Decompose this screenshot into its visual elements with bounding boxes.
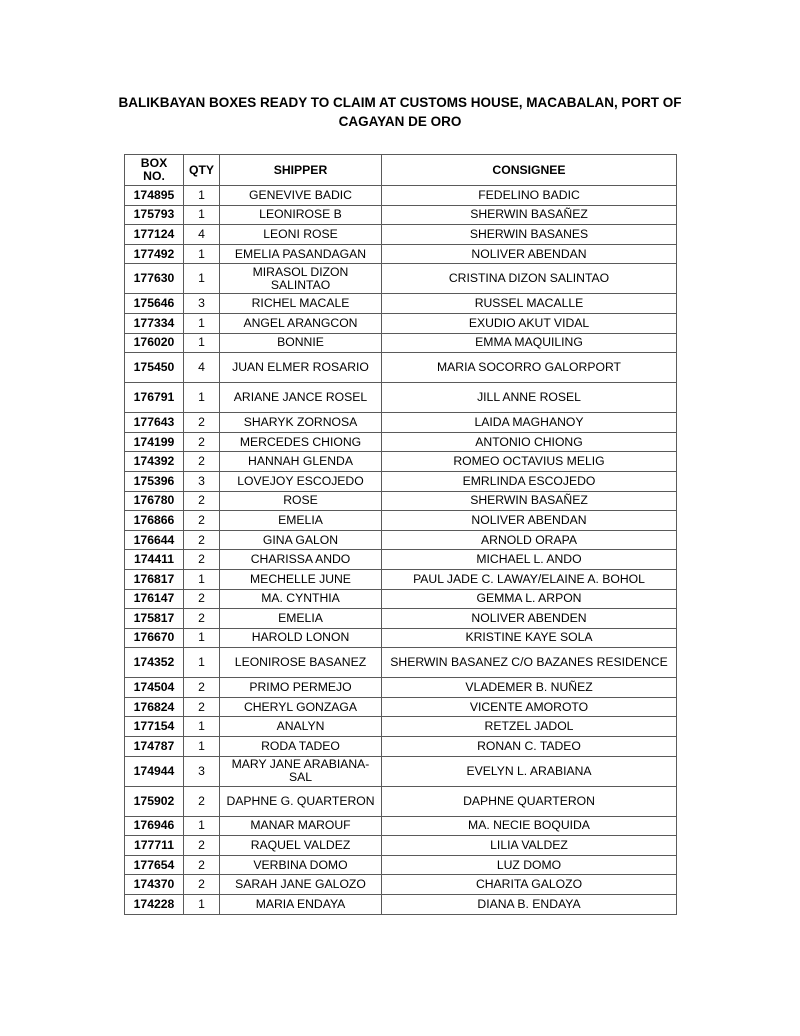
shipper-cell: MIRASOL DIZON SALINTAO xyxy=(220,264,382,294)
consignee-cell: MA. NECIE BOQUIDA xyxy=(382,816,677,836)
box-no-cell: 177492 xyxy=(125,244,184,264)
shipper-cell: SHARYK ZORNOSA xyxy=(220,413,382,433)
shipper-cell: MA. CYNTHIA xyxy=(220,589,382,609)
shipper-cell: PRIMO PERMEJO xyxy=(220,678,382,698)
table-row xyxy=(125,697,677,717)
qty-cell: 1 xyxy=(184,264,220,294)
table-row xyxy=(125,569,677,589)
box-no-cell: 174199 xyxy=(125,432,184,452)
table-row xyxy=(125,756,677,786)
consignee-cell: DAPHNE QUARTERON xyxy=(382,786,677,816)
shipper-cell: LEONIROSE B xyxy=(220,205,382,225)
qty-cell: 1 xyxy=(184,244,220,264)
qty-cell: 1 xyxy=(184,205,220,225)
qty-cell: 2 xyxy=(184,491,220,511)
shipper-cell: RODA TADEO xyxy=(220,737,382,757)
shipper-cell: CHARISSA ANDO xyxy=(220,550,382,570)
consignee-cell: FEDELINO BADIC xyxy=(382,186,677,206)
qty-cell: 2 xyxy=(184,875,220,895)
consignee-cell: SHERWIN BASAÑEZ xyxy=(382,205,677,225)
consignee-cell: RETZEL JADOL xyxy=(382,717,677,737)
qty-cell: 3 xyxy=(184,294,220,314)
consignee-cell: EVELYN L. ARABIANA xyxy=(382,756,677,786)
consignee-cell: SHERWIN BASANES xyxy=(382,225,677,245)
consignee-cell: LAIDA MAGHANOY xyxy=(382,413,677,433)
consignee-cell: LILIA VALDEZ xyxy=(382,836,677,856)
table-row xyxy=(125,836,677,856)
qty-cell: 1 xyxy=(184,648,220,678)
box-no-cell: 177654 xyxy=(125,855,184,875)
shipper-cell: EMELIA xyxy=(220,609,382,629)
qty-cell: 2 xyxy=(184,530,220,550)
shipper-cell: JUAN ELMER ROSARIO xyxy=(220,353,382,383)
qty-cell: 2 xyxy=(184,432,220,452)
box-no-cell: 176644 xyxy=(125,530,184,550)
qty-cell: 1 xyxy=(184,333,220,353)
box-no-cell: 175450 xyxy=(125,353,184,383)
consignee-cell: PAUL JADE C. LAWAY/ELAINE A. BOHOL xyxy=(382,569,677,589)
box-no-cell: 174504 xyxy=(125,678,184,698)
table-row xyxy=(125,786,677,816)
box-no-cell: 174944 xyxy=(125,756,184,786)
table-row xyxy=(125,511,677,531)
box-no-cell: 174787 xyxy=(125,737,184,757)
qty-cell: 2 xyxy=(184,836,220,856)
table-row xyxy=(125,413,677,433)
qty-cell: 1 xyxy=(184,313,220,333)
shipper-cell: ARIANE JANCE ROSEL xyxy=(220,383,382,413)
box-no-cell: 175902 xyxy=(125,786,184,816)
box-no-cell: 177334 xyxy=(125,313,184,333)
consignee-cell: DIANA B. ENDAYA xyxy=(382,895,677,915)
header-row xyxy=(125,155,677,186)
shipper-cell: HAROLD LONON xyxy=(220,628,382,648)
table-row xyxy=(125,225,677,245)
qty-cell: 2 xyxy=(184,589,220,609)
table-row xyxy=(125,264,677,294)
shipper-cell: CHERYL GONZAGA xyxy=(220,697,382,717)
qty-cell: 1 xyxy=(184,186,220,206)
table-row xyxy=(125,452,677,472)
consignee-cell: NOLIVER ABENDEN xyxy=(382,609,677,629)
table-row xyxy=(125,432,677,452)
qty-cell: 2 xyxy=(184,609,220,629)
box-no-cell: 176824 xyxy=(125,697,184,717)
table-row xyxy=(125,589,677,609)
consignee-cell: ROMEO OCTAVIUS MELIG xyxy=(382,452,677,472)
shipper-cell: BONNIE xyxy=(220,333,382,353)
qty-cell: 2 xyxy=(184,697,220,717)
shipper-cell: RAQUEL VALDEZ xyxy=(220,836,382,856)
shipper-cell: ANGEL ARANGCON xyxy=(220,313,382,333)
qty-cell: 1 xyxy=(184,383,220,413)
header-qty: QTY xyxy=(184,155,220,186)
box-no-cell: 174370 xyxy=(125,875,184,895)
table-row xyxy=(125,491,677,511)
table-row xyxy=(125,628,677,648)
consignee-cell: RONAN C. TADEO xyxy=(382,737,677,757)
box-no-cell: 174352 xyxy=(125,648,184,678)
box-no-cell: 174895 xyxy=(125,186,184,206)
table-row xyxy=(125,294,677,314)
qty-cell: 1 xyxy=(184,895,220,915)
shipper-cell: VERBINA DOMO xyxy=(220,855,382,875)
shipper-cell: GINA GALON xyxy=(220,530,382,550)
box-no-cell: 177711 xyxy=(125,836,184,856)
shipper-cell: MANAR MAROUF xyxy=(220,816,382,836)
consignee-cell: CRISTINA DIZON SALINTAO xyxy=(382,264,677,294)
shipper-cell: EMELIA PASANDAGAN xyxy=(220,244,382,264)
qty-cell: 2 xyxy=(184,855,220,875)
table-row xyxy=(125,205,677,225)
box-no-cell: 176817 xyxy=(125,569,184,589)
box-no-cell: 177154 xyxy=(125,717,184,737)
consignee-cell: VLADEMER B. NUÑEZ xyxy=(382,678,677,698)
box-no-cell: 176147 xyxy=(125,589,184,609)
consignee-cell: ARNOLD ORAPA xyxy=(382,530,677,550)
box-no-cell: 176946 xyxy=(125,816,184,836)
qty-cell: 3 xyxy=(184,471,220,491)
box-no-cell: 177124 xyxy=(125,225,184,245)
table-row xyxy=(125,895,677,915)
consignee-cell: SHERWIN BASANEZ C/O BAZANES RESIDENCE xyxy=(382,648,677,678)
qty-cell: 4 xyxy=(184,225,220,245)
table-row xyxy=(125,353,677,383)
shipper-cell: HANNAH GLENDA xyxy=(220,452,382,472)
consignee-cell: MARIA SOCORRO GALORPORT xyxy=(382,353,677,383)
table-row xyxy=(125,383,677,413)
shipper-cell: MERCEDES CHIONG xyxy=(220,432,382,452)
box-no-cell: 176866 xyxy=(125,511,184,531)
qty-cell: 3 xyxy=(184,756,220,786)
qty-cell: 1 xyxy=(184,628,220,648)
qty-cell: 2 xyxy=(184,511,220,531)
box-no-cell: 175396 xyxy=(125,471,184,491)
box-no-cell: 177643 xyxy=(125,413,184,433)
shipper-cell: ANALYN xyxy=(220,717,382,737)
shipper-cell: GENEVIVE BADIC xyxy=(220,186,382,206)
shipper-cell: MECHELLE JUNE xyxy=(220,569,382,589)
consignee-cell: MICHAEL L. ANDO xyxy=(382,550,677,570)
consignee-cell: GEMMA L. ARPON xyxy=(382,589,677,609)
qty-cell: 2 xyxy=(184,413,220,433)
table-row xyxy=(125,609,677,629)
consignee-cell: VICENTE AMOROTO xyxy=(382,697,677,717)
shipper-cell: MARIA ENDAYA xyxy=(220,895,382,915)
consignee-cell: ANTONIO CHIONG xyxy=(382,432,677,452)
shipper-cell: SARAH JANE GALOZO xyxy=(220,875,382,895)
header-consignee: CONSIGNEE xyxy=(382,155,677,186)
qty-cell: 4 xyxy=(184,353,220,383)
box-no-cell: 176791 xyxy=(125,383,184,413)
table-row xyxy=(125,648,677,678)
qty-cell: 2 xyxy=(184,786,220,816)
shipper-cell: LEONIROSE BASANEZ xyxy=(220,648,382,678)
qty-cell: 2 xyxy=(184,550,220,570)
qty-cell: 2 xyxy=(184,452,220,472)
table-row xyxy=(125,186,677,206)
box-no-cell: 175646 xyxy=(125,294,184,314)
box-no-cell: 176020 xyxy=(125,333,184,353)
consignee-cell: LUZ DOMO xyxy=(382,855,677,875)
qty-cell: 2 xyxy=(184,678,220,698)
table-row xyxy=(125,333,677,353)
box-no-cell: 175817 xyxy=(125,609,184,629)
table-header xyxy=(125,155,677,186)
consignee-cell: SHERWIN BASAÑEZ xyxy=(382,491,677,511)
header-box-no: BOX NO. xyxy=(125,155,184,186)
table-row xyxy=(125,816,677,836)
shipper-cell: MARY JANE ARABIANA-SAL xyxy=(220,756,382,786)
title-line-1: BALIKBAYAN BOXES READY TO CLAIM AT CUSTOMS HOUSE, MACABALAN, PORT OF xyxy=(118,95,682,110)
shipper-cell: DAPHNE G. QUARTERON xyxy=(220,786,382,816)
qty-cell: 1 xyxy=(184,569,220,589)
qty-cell: 1 xyxy=(184,816,220,836)
consignee-cell: NOLIVER ABENDAN xyxy=(382,511,677,531)
consignee-cell: RUSSEL MACALLE xyxy=(382,294,677,314)
table-row xyxy=(125,244,677,264)
shipper-cell: EMELIA xyxy=(220,511,382,531)
table-row xyxy=(125,313,677,333)
consignee-cell: CHARITA GALOZO xyxy=(382,875,677,895)
table-row xyxy=(125,875,677,895)
shipper-cell: LOVEJOY ESCOJEDO xyxy=(220,471,382,491)
box-no-cell: 175793 xyxy=(125,205,184,225)
shipper-cell: ROSE xyxy=(220,491,382,511)
box-no-cell: 174392 xyxy=(125,452,184,472)
shipper-cell: RICHEL MACALE xyxy=(220,294,382,314)
header-shipper: SHIPPER xyxy=(220,155,382,186)
qty-cell: 1 xyxy=(184,737,220,757)
box-no-cell: 177630 xyxy=(125,264,184,294)
consignee-cell: EXUDIO AKUT VIDAL xyxy=(382,313,677,333)
table-row xyxy=(125,855,677,875)
title-line-2: CAGAYAN DE ORO xyxy=(338,114,462,129)
box-no-cell: 176670 xyxy=(125,628,184,648)
document-title xyxy=(60,93,740,131)
consignee-cell: EMRLINDA ESCOJEDO xyxy=(382,471,677,491)
consignee-cell: KRISTINE KAYE SOLA xyxy=(382,628,677,648)
box-no-cell: 176780 xyxy=(125,491,184,511)
table-row xyxy=(125,530,677,550)
consignee-cell: NOLIVER ABENDAN xyxy=(382,244,677,264)
table-row xyxy=(125,737,677,757)
box-no-cell: 174228 xyxy=(125,895,184,915)
table-row xyxy=(125,717,677,737)
consignee-cell: JILL ANNE ROSEL xyxy=(382,383,677,413)
table-row xyxy=(125,550,677,570)
consignee-cell: EMMA MAQUILING xyxy=(382,333,677,353)
claims-table xyxy=(124,154,677,915)
shipper-cell: LEONI ROSE xyxy=(220,225,382,245)
box-no-cell: 174411 xyxy=(125,550,184,570)
table-body xyxy=(125,186,677,915)
table-row xyxy=(125,678,677,698)
table-row xyxy=(125,471,677,491)
qty-cell: 1 xyxy=(184,717,220,737)
